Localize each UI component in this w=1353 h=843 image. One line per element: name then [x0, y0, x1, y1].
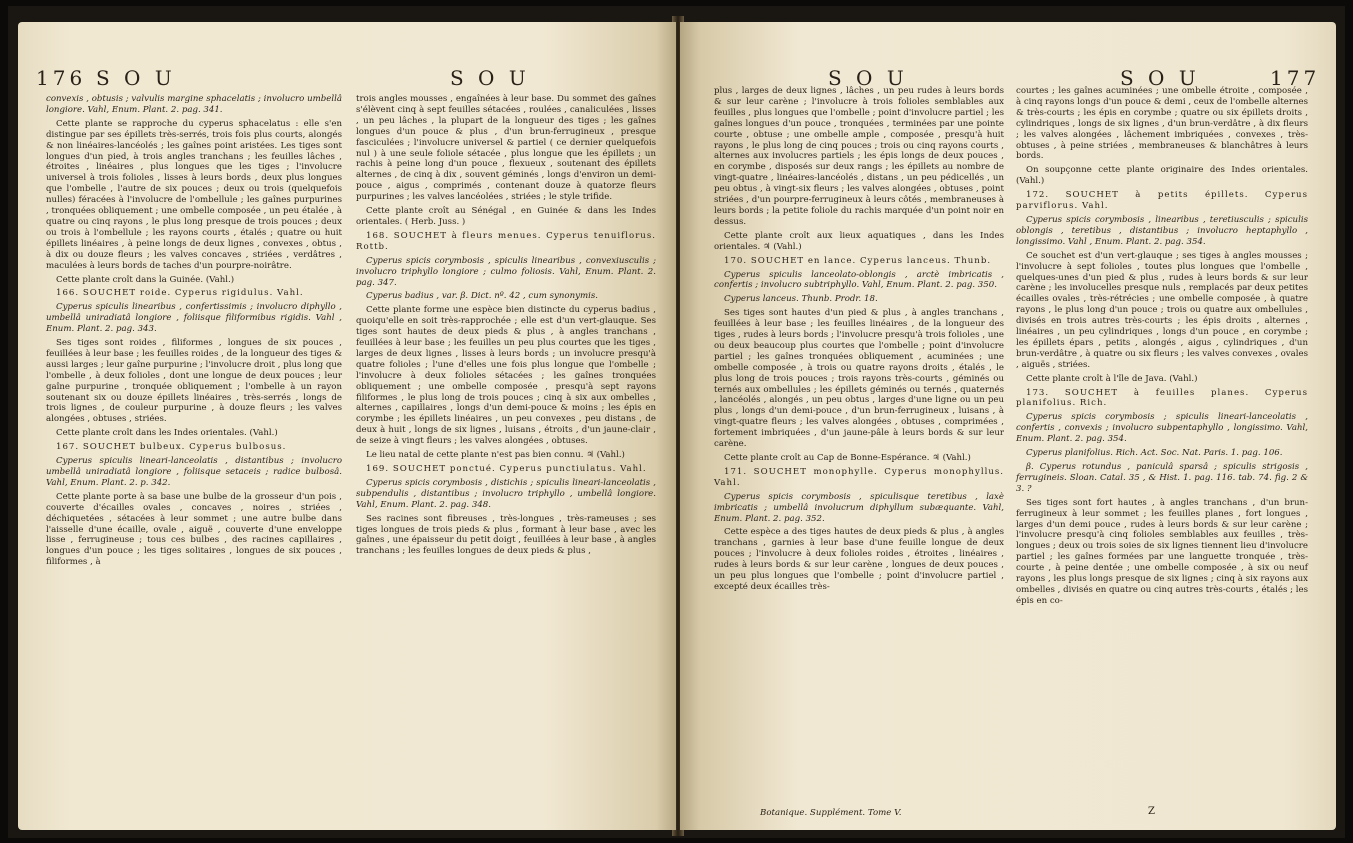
right-page: [680, 22, 1336, 830]
paragraph: trois angles mousses , engaînées à leur base. Du sommet des gaînes s'élèvent cinq à sept feuilles sétacées , roulées , canaliculées , lisses , un peu lâches , la plupart de la longueur des tiges ; les gaînes longues d'un pouce & plus , d'un brun-ferrugineux , presque fasciculées ; l'involucre universel & partiel ( ce dernier quelquefois nul ) à une seule foliole sétacée , plus longue que les épillets ; un rachis à peine long d'un pouce , flexueux , soutenant des épillets alternes , de cinq à dix , souvent géminés , longs d'environ un demi-pouce , aigus , comprimés , contenant douze à quatorze fleurs purpurines ; les valves lancéolées , striées ; le style trifide.: [356, 94, 656, 203]
paragraph: Cette plante forme une espèce bien distincte du cyperus badius , quoiqu'elle en soit très-rapprochée ; elle est d'un vert-glauque. Ses tiges sont hautes de deux pieds & plus , à angles tranchans , feuillées à leur base ; les feuilles un peu plus courtes que les tiges , larges de deux lignes , lisses à leurs bords ; un involucre presqu'à quatre folioles ; l'une d'elles une fois plus longue que l'ombelle ; l'involucre à deux folioles sétacées ; les gaînes tronquées obliquement ; une ombelle composée , presqu'à sept rayons filiformes , le plus long de trois pouces ; cinq à six aux ombelles , alternes , capillaires , longs d'un demi-pouce & moins ; les épis en corymbe ; les épillets linéaires , un peu convexes , peu distans , de deux à huit , longs de six lignes , luisans , étroits , d'un jaune-clair , de seize à vingt fleurs ; les valves alongées , obtuses.: [356, 305, 656, 447]
entry-heading: 171. SOUCHET monophylle. Cyperus monophyllus. Vahl.: [714, 466, 1004, 488]
paragraph: plus , larges de deux lignes , lâches , un peu rudes à leurs bords & sur leur carène ; l'involucre à trois folioles semblables aux feuilles , plus longues que l'ombelle ; point d'involucre partiel ; les gaînes longues d'un pouce , tronquées , terminées par une pointe courte , obtuse ; une ombelle ample , composée , presqu'à huit rayons , le plus long de cinq pouces ; trois ou cinq rayons courts , alternes aux involucres partiels ; les épis longs de deux pouces , en corymbe , disposés sur deux rangs ; les épillets au nombre de vingt-quatre , linéaires-lancéolés , distans , un peu pédicellés , un peu obtus , à vingt-six fleurs ; les valves alongées , obtuses , point striées , d'un pourpre-ferrugineux à leurs côtés , membraneuses à leurs bords ; la petite foliole du rachis marquée d'un point noir en dessus.: [714, 86, 1004, 227]
entry-heading: 168. SOUCHET à fleurs menues. Cyperus tenuiflorus. Rottb.: [356, 230, 656, 252]
latin-diagnosis: Cyperus spiculis lineari-lanceolatis , distantibus ; involucro umbellâ uniradiatâ longiore , foliisque setaceis ; radice bulbosâ. Vahl, Enum. Plant. 2. p. 342.: [46, 456, 342, 488]
latin-diagnosis: Cyperus spicis corymbosis , linearibus , teretiusculis ; spiculis oblongis , teretibus , distantibus ; involucro heptaphyllo , longissimo. Vahl , Enum. Plant. 2. pag. 354.: [1016, 214, 1308, 247]
paragraph: Le lieu natal de cette plante n'est pas bien connu. ♃ (Vahl.): [366, 450, 625, 461]
running-head-right-col: S O U: [1120, 66, 1200, 90]
paragraph: Cette plante croît à l'île de Java. (Vahl.): [1026, 373, 1198, 384]
page-number-right: 177: [1270, 66, 1321, 90]
running-head-left-col: S O U: [96, 66, 176, 90]
page-number-left: 176: [36, 66, 87, 90]
left-page-column-1: [46, 94, 342, 571]
page-footer: Botanique. Supplément. Tome V.: [760, 808, 902, 818]
left-page-column-2: [356, 94, 656, 560]
paragraph: Cette plante croît dans la Guinée. (Vahl.): [56, 274, 235, 285]
paragraph: courtes ; les gaînes acuminées ; une ombelle étroite , composée , à cinq rayons longs d'un pouce & demi , ceux de l'ombelle alternes & très-courts ; les épis en corymbe ; quatre ou six épillets droits , cylindriques , longs de six lignes , d'un brun-verdâtre , à dix fleurs ; les valves alongées , lâchement imbriquées , convexes , très-obtuses , à peine striées , membraneuses & blanchâtres à leurs bords.: [1016, 86, 1309, 162]
paragraph: convexis , obtusis ; valvulis margine sphacelatis ; involucro umbellâ longiore. Vahl, Enum. Plant. 2. pag. 341.: [46, 94, 342, 115]
paragraph: Ses tiges sont hautes d'un pied & plus , à angles tranchans , feuillées à leur base ; les feuilles linéaires , de la longueur des tiges , rudes à leurs bords ; l'involucre presqu'à trois folioles , une ou deux beaucoup plus courtes que l'ombelle ; point d'involucre partiel ; les gaînes tronquées obliquement , acuminées ; une ombelle composée , à trois ou quatre rayons droits , étalés , le plus long de trois pouces ; trois rayons très-courts , géminés ou ternés aux ombellules ; les épillets géminés ou ternés , quaternés , lancéolés , alongés , un peu obtus , larges d'une ligne ou un peu plus , longs d'un demi-pouce , d'un brun-ferrugineux , luisans , à vingt-quatre fleurs ; les valves alongées , obtuses , comprimées , fortement imbriquées , d'un jaune-pâle à leurs bords & sur leur carène.: [714, 308, 1004, 450]
entry-heading: 166. SOUCHET roide. Cyperus rigidulus. Vahl.: [56, 288, 304, 299]
latin-diagnosis: Cyperus spicis corymbosis , spiculisque teretibus , laxè imbricatis ; umbellâ involucrum diphyllum subæquante. Vahl, Enum. Plant. 2. pag. 352.: [714, 491, 1004, 524]
entry-heading: 167. SOUCHET bulbeux. Cyperus bulbosus.: [56, 442, 287, 453]
paragraph: Cette plante croît au Sénégal , en Guinée & dans les Indes orientales. ( Herb. Juss. ): [356, 206, 656, 227]
paragraph: Cette espèce a des tiges hautes de deux pieds & plus , à angles tranchans , garnies à leur base d'une feuille longue de deux pouces ; l'involucre à deux folioles roides , étroites , linéaires , rudes à leurs bords & sur leur carène , longues de deux pouces , un peu plus longues que l'ombelle ; point d'involucre partiel , excepté deux écailles très-: [714, 527, 1004, 592]
paragraph: Ses tiges sont fort hautes , à angles tranchans , d'un brun-ferrugineux à leur sommet ; les feuilles planes , fort longues , larges d'un demi pouce , rudes à leurs bords & sur leur carène ; l'involucre presqu'à cinq folioles semblables aux feuilles , très-longues ; deux ou trois soies de six lignes tiennent lieu d'involucre partiel ; les gaînes formées par une languette tronquée , très-courte , à peine dentée ; une ombelle composée , à six ou neuf rayons , les plus longs presque de six lignes ; cinq à six rayons aux ombelles , divisés en quatre ou cinq autres très-courts , étalés ; les épis en co-: [1016, 497, 1308, 606]
book-scan: [8, 6, 1345, 838]
synonym: Cyperus planifolius. Rich. Act. Soc. Nat. Paris. 1. pag. 106.: [1026, 448, 1283, 459]
right-page-column-2: [1016, 86, 1308, 610]
right-page-column-1: [714, 86, 1004, 596]
latin-diagnosis: Cyperus spiculis lanceolato-oblongis , arctè imbricatis , confertis ; involucro subtriphyllo. Vahl, Enum. Plant. 2. pag. 350.: [714, 269, 1004, 291]
latin-diagnosis: Cyperus spicis corymbosis , spiculis linearibus , convexiusculis ; involucro triphyllo longiore ; culmo foliosis. Vahl, Enum. Plant. 2. pag. 347.: [356, 255, 656, 288]
paragraph: On soupçonne cette plante originaire des Indes orientales. (Vahl.): [1016, 165, 1308, 187]
entry-heading: 170. SOUCHET en lance. Cyperus lanceus. Thunb.: [724, 255, 992, 266]
paragraph: Cette plante croît au Cap de Bonne-Espérance. ♃ (Vahl.): [724, 453, 971, 463]
entry-heading: 169. SOUCHET ponctué. Cyperus punctiulatus. Vahl.: [366, 464, 647, 474]
latin-diagnosis: Cyperus spiculis linearibus , confertissimis ; involucro diphyllo , umbellâ uniradiatâ longiore , foliisque filiformibus rigidis. Vahl , Enum. Plant. 2. pag. 343.: [46, 302, 342, 335]
latin-diagnosis: Cyperus spicis corymbosis ; spiculis lineari-lanceolatis , confertis , convexis ; involucro subpentaphyllo , longissimo. Vahl, Enum. Plant. 2. pag. 354.: [1016, 412, 1308, 445]
paragraph: Ses racines sont fibreuses , très-longues , très-rameuses ; ses tiges longues de trois pieds & plus , formant à leur base , avec les gaînes , une épaisseur du petit doigt , feuillées à leur base , à angles tranchans ; les feuilles longues de deux pieds & plus ,: [356, 513, 656, 557]
paragraph: Ce souchet est d'un vert-glauque ; ses tiges à angles mousses ; l'involucre à sept folioles , toutes plus longues que l'ombelle , quelques-unes d'un pied & plus , rudes à leurs bords & sur leur carène ; les involucelles presque nuls , remplacés par deux petites écailles ovales , très-rétrécies ; une ombelle composée , à quatre rayons , le plus long d'un pouce ; trois ou quatre aux ombellules , divisés en trois autres très-courts ; les épis droits , alternes , linéaires , un peu cylindriques , longs d'un pouce , en corymbe ; les épillets épars , petits , alongés , aigus , cylindriques , d'un brun-verdâtre , à quatre ou six fleurs ; les valves convexes , ovales , aiguës , striées.: [1016, 250, 1308, 370]
paragraph: Cette plante se rapproche du cyperus sphacelatus : elle s'en distingue par ses épillets très-serrés, trois fois plus courts, alongés & non linéaires-lancéolés ; les gaînes point aristées. Les tiges sont longues d'un pied, à trois angles tranchans ; les feuilles lâches , étroites , linéaires , plus longues que les tiges ; l'involucre universel à trois folioles , lisses à leurs bords , deux plus longues que l'ombelle , l'autre de six pouces ; deux ou trois (quelquefois nulles) féracées à l'involucre de l'ombellule ; les gaînes purpurines , tronquées obliquement ; une ombelle composée , un peu étalée , à quatre ou cinq rayons , le plus long presque de trois pouces ; deux ou trois à l'ombellule ; les rayons courts , étalés ; quatre ou huit épillets linéaires , à peine longs de deux lignes , convexes , obtus , à dix ou douze fleurs ; les valves concaves , striées , verdâtres , maculées à leurs bords de taches d'un pourpre-noirâtre.: [46, 118, 342, 271]
paragraph: Cette plante croît aux lieux aquatiques , dans les Indes orientales. ♃ (Vahl.): [714, 230, 1004, 252]
paragraph: Cette plante porte à sa base une bulbe de la grosseur d'un pois , couverte d'écailles ovales , concaves , noires , striées , déchiquetées , sétacées à leur sommet ; une autre bulbe dans l'aisselle d'une écaille, ovale , aiguë , couverte d'une enveloppe lisse , ferrugineuse ; tous ces bulbes , des racines capillaires , longues d'un pouce ; les tiges solitaires , longues de six pouces , filiformes , à: [46, 491, 342, 568]
entry-heading: 172. SOUCHET à petits épillets. Cyperus parviflorus. Vahl.: [1016, 190, 1308, 212]
paragraph: Cette plante croît dans les Indes orientales. (Vahl.): [56, 428, 278, 439]
running-head-right-col: S O U: [450, 66, 530, 90]
synonym: Cyperus badius , var. β. Dict. nº. 42 , cum synonymis.: [366, 291, 599, 302]
paragraph: Ses tiges sont roides , filiformes , longues de six pouces , feuillées à leur base ; les feuilles roides , de la longueur des tiges & aussi larges ; leur gaîne purpurine ; l'involucre droit , plus long que l'ombelle , à deux folioles , dont une longue de deux pouces ; leur gaîne purpurine , tronquée obliquement ; l'ombelle à un rayon soutenant six ou douze épillets linéaires , très-serrés , longs de trois lignes , de couleur purpurine , à douze fleurs ; les valves alongées , obtuses , striées.: [46, 338, 342, 425]
signature-mark: Z: [1148, 806, 1155, 817]
left-page: [18, 22, 676, 830]
entry-heading: 173. SOUCHET à feuilles planes. Cyperus planifolius. Rich.: [1016, 387, 1308, 409]
synonym: β. Cyperus rotundus , paniculâ sparsâ ; spiculis strigosis , ferrugineis. Sloan. Catal. 35 , & Hist. 1. pag. 116. tab. 74. fig. 2 & 3. ?: [1016, 462, 1308, 494]
synonym: Cyperus lanceus. Thunb. Prodr. 18.: [724, 294, 878, 305]
running-head-left-col: S O U: [828, 66, 908, 90]
latin-diagnosis: Cyperus spicis corymbosis , distichis ; spiculis lineari-lanceolatis , subpendulis , distantibus ; involucro triphyllo , umbellâ longiore. Vahl, Enum. Plant. 2. pag. 348.: [356, 477, 656, 510]
